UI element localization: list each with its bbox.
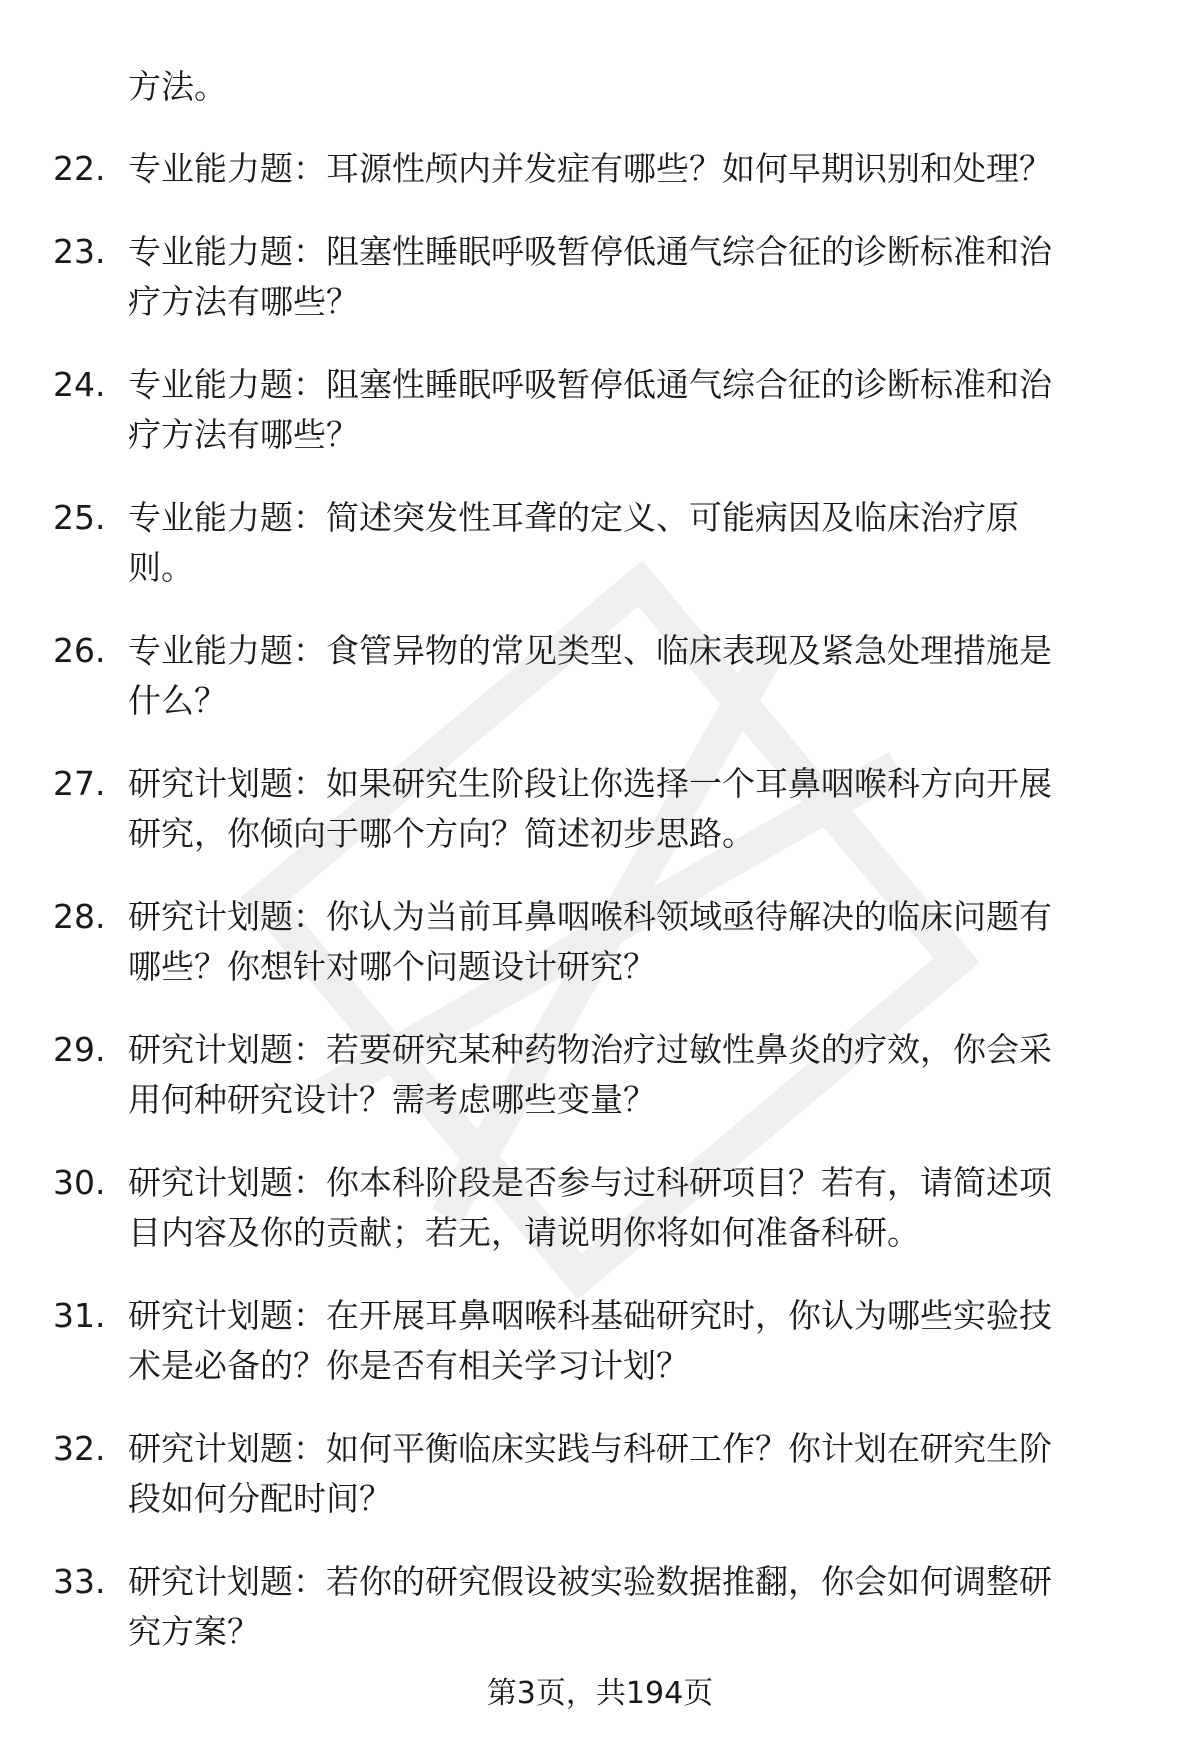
list-item bbox=[0, 360, 1200, 460]
list-item bbox=[0, 1557, 1200, 1657]
question-number: 28. bbox=[53, 897, 106, 936]
question-number: 25. bbox=[53, 498, 106, 537]
question-number: 33. bbox=[53, 1562, 106, 1601]
question-number: 27. bbox=[53, 764, 106, 803]
question-number: 23. bbox=[53, 232, 106, 271]
list-item bbox=[0, 1158, 1200, 1258]
list-item bbox=[0, 892, 1200, 992]
question-list bbox=[0, 144, 1200, 1690]
question-number: 22. bbox=[53, 149, 106, 188]
list-item bbox=[0, 1025, 1200, 1125]
question-number: 32. bbox=[53, 1429, 106, 1468]
question-text: 专业能力题：阻塞性睡眠呼吸暂停低通气综合征的诊断标准和治 疗方法有哪些？ bbox=[128, 365, 1052, 454]
question-text: 研究计划题：在开展耳鼻咽喉科基础研究时，你认为哪些实验技 术是必备的？你是否有相关学习计划？ bbox=[128, 1296, 1052, 1385]
continuation-text: 方法。 bbox=[128, 67, 227, 106]
question-number: 30. bbox=[53, 1163, 106, 1202]
question-text: 研究计划题：如果研究生阶段让你选择一个耳鼻咽喉科方向开展 研究，你倾向于哪个方向？简述初步思路。 bbox=[128, 764, 1052, 853]
question-number: 31. bbox=[53, 1296, 106, 1335]
question-text: 研究计划题：若要研究某种药物治疗过敏性鼻炎的疗效，你会采 用何种研究设计？需考虑哪些变量？ bbox=[128, 1030, 1052, 1119]
question-text: 专业能力题：阻塞性睡眠呼吸暂停低通气综合征的诊断标准和治 疗方法有哪些？ bbox=[128, 232, 1052, 321]
list-item bbox=[0, 759, 1200, 859]
question-text: 研究计划题：若你的研究假设被实验数据推翻，你会如何调整研 究方案？ bbox=[128, 1562, 1052, 1651]
page-number-footer: 第3页，共194页 bbox=[486, 1676, 714, 1711]
question-number: 24. bbox=[53, 365, 106, 404]
question-text: 专业能力题：简述突发性耳聋的定义、可能病因及临床治疗原 则。 bbox=[128, 498, 1019, 587]
list-item bbox=[0, 144, 1200, 194]
question-text: 研究计划题：你认为当前耳鼻咽喉科领域亟待解决的临床问题有 哪些？你想针对哪个问题设计研究？ bbox=[128, 897, 1052, 986]
question-text: 专业能力题：食管异物的常见类型、临床表现及紧急处理措施是 什么？ bbox=[128, 631, 1052, 720]
list-item bbox=[0, 493, 1200, 593]
list-item bbox=[0, 1424, 1200, 1524]
list-item bbox=[0, 626, 1200, 726]
question-number: 29. bbox=[53, 1030, 106, 1069]
list-item bbox=[0, 1291, 1200, 1391]
question-number: 26. bbox=[53, 631, 106, 670]
list-item bbox=[0, 227, 1200, 327]
question-text: 研究计划题：如何平衡临床实践与科研工作？你计划在研究生阶 段如何分配时间？ bbox=[128, 1429, 1052, 1518]
question-text: 专业能力题：耳源性颅内并发症有哪些？如何早期识别和处理？ bbox=[128, 149, 1052, 188]
question-text: 研究计划题：你本科阶段是否参与过科研项目？若有，请简述项 目内容及你的贡献；若无，请说明你将如何准备科研。 bbox=[128, 1163, 1052, 1252]
